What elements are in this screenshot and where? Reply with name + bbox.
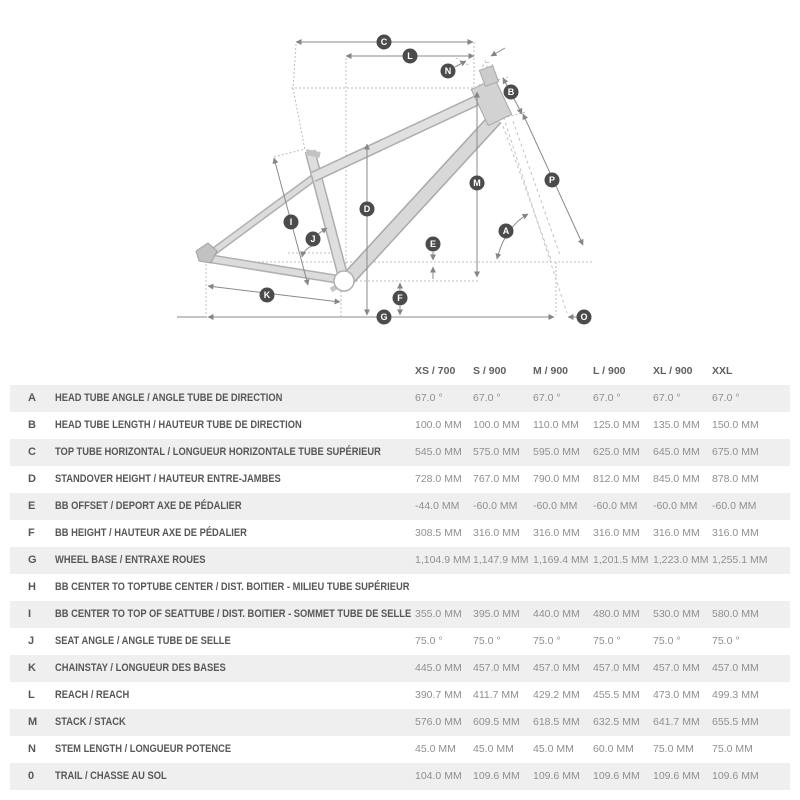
row-value: 445.0 MM [415,662,462,674]
svg-text:J: J [310,234,316,245]
row-value: 135.0 MM [653,419,700,431]
row-value: 67.0 ° [415,392,443,404]
column-header: XL / 900 [653,365,693,377]
row-value: 67.0 ° [712,392,740,404]
table-row [10,709,790,736]
row-value: 1,255.1 MM [712,554,768,566]
label-j [306,232,321,247]
row-value: 1,104.9 MM [415,554,471,566]
table-row [10,574,790,601]
row-value: 1,223.0 MM [653,554,709,566]
row-letter: M [28,716,38,728]
table-row [10,520,790,547]
column-header: XXL [712,365,733,377]
row-value: 457.0 MM [533,662,580,674]
row-value: 411.7 MM [473,689,519,701]
row-value: 316.0 MM [533,527,580,539]
row-label: BB HEIGHT / HAUTEUR AXE DE PÉDALIER [55,527,247,539]
row-value: 576.0 MM [415,716,462,728]
dim-n-arrow [455,61,466,67]
ref-fork-blade-front [513,121,560,255]
ref-seatpost-axis [293,88,305,150]
dim-j-arc [302,246,312,257]
label-g [377,310,392,325]
row-value: 75.0 ° [712,635,740,647]
row-value: 625.0 MM [593,446,640,458]
seat-clamp [306,152,320,155]
row-value: 440.0 MM [533,608,580,620]
table-row [10,736,790,763]
row-value: 67.0 ° [533,392,561,404]
row-value: 545.0 MM [415,446,462,458]
label-i [284,215,299,230]
table-row [10,412,790,439]
row-value: 355.0 MM [415,608,462,620]
row-letter: C [28,446,36,458]
label-k [260,288,275,303]
table-row [10,493,790,520]
row-value: 641.7 MM [653,716,700,728]
row-value: 645.0 MM [653,446,700,458]
row-label: REACH / REACH [55,689,130,701]
row-value: 655.5 MM [712,716,759,728]
row-value: 316.0 MM [473,527,520,539]
row-value: 67.0 ° [473,392,501,404]
row-letter: G [28,554,37,566]
row-letter: 0 [28,770,35,782]
row-value: 473.0 MM [653,689,700,701]
row-label: CHAINSTAY / LONGUEUR DES BASES [55,662,226,674]
row-value: 595.0 MM [533,446,580,458]
row-value: 530.0 MM [653,608,700,620]
row-value: 109.6 MM [653,770,700,782]
svg-text:L: L [407,51,413,62]
label-o [577,310,592,325]
row-value: 316.0 MM [712,527,759,539]
row-value: -60.0 MM [593,500,638,512]
row-value: 480.0 MM [593,608,640,620]
table-row [10,682,790,709]
row-value: 75.0 ° [533,635,561,647]
row-value: 109.6 MM [533,770,580,782]
label-e [426,237,441,252]
row-value: 45.0 MM [415,743,456,755]
reference-lines [206,42,592,316]
label-c [377,35,392,50]
table-row [10,655,790,682]
row-value: 812.0 MM [593,473,640,485]
column-header: L / 900 [593,365,626,377]
row-value: 109.6 MM [473,770,520,782]
label-p [545,173,560,188]
svg-text:F: F [397,293,403,304]
row-letter: N [28,743,36,755]
table-row [10,601,790,628]
row-value: 60.0 MM [593,743,634,755]
row-value: 429.2 MM [533,689,580,701]
row-label: BB CENTER TO TOP OF SEATTUBE / DIST. BOITIER - SOMMET TUBE DE SELLE [55,608,412,620]
row-value: 575.0 MM [473,446,520,458]
row-value: 395.0 MM [473,608,520,620]
row-value: 1,169.4 MM [533,554,589,566]
label-d [360,202,375,217]
row-label: STACK / STACK [55,716,126,728]
row-value: 125.0 MM [593,419,640,431]
table-row [10,439,790,466]
row-letter: H [28,581,36,593]
row-value: -44.0 MM [415,500,460,512]
row-value: 457.0 MM [473,662,520,674]
row-label: SEAT ANGLE / ANGLE TUBE DE SELLE [55,635,231,647]
column-header: XS / 700 [415,365,456,377]
row-label: BB CENTER TO TOPTUBE CENTER / DIST. BOITIER - MILIEU TUBE SUPÉRIEUR [55,581,410,593]
seat-stay [209,176,316,255]
row-letter: J [28,635,35,647]
label-a [499,224,514,239]
row-value: 308.5 MM [415,527,462,539]
label-b [504,85,519,100]
row-letter: D [28,473,36,485]
row-value: 109.6 MM [593,770,640,782]
table-row [10,547,790,574]
cable-guide-mark [451,124,459,130]
row-value: 67.0 ° [593,392,621,404]
row-value: 845.0 MM [653,473,700,485]
svg-text:B: B [507,87,515,98]
row-value: 457.0 MM [712,662,759,674]
row-value: 1,147.9 MM [473,554,529,566]
geometry-rows [0,385,800,790]
row-label: STANDOVER HEIGHT / HAUTEUR ENTRE-JAMBES [55,473,281,485]
svg-text:M: M [473,178,481,189]
row-letter: K [28,662,36,674]
row-value: 580.0 MM [712,608,759,620]
row-label: HEAD TUBE ANGLE / ANGLE TUBE DE DIRECTION [55,392,283,404]
row-value: 878.0 MM [712,473,759,485]
row-value: 1,201.5 MM [593,554,649,566]
column-header: M / 900 [533,365,569,377]
row-value: 75.0 MM [712,743,753,755]
row-value: 75.0 ° [473,635,501,647]
svg-text:P: P [548,175,556,186]
row-letter: I [28,608,32,620]
table-row [10,628,790,655]
table-row [10,763,790,790]
svg-text:I: I [289,217,293,228]
row-label: STEM LENGTH / LONGUEUR POTENCE [55,743,232,755]
bottom-bracket [334,271,354,291]
row-value: 75.0 MM [653,743,694,755]
svg-text:C: C [380,37,388,48]
row-value: 316.0 MM [593,527,640,539]
row-value: -60.0 MM [712,500,757,512]
svg-text:K: K [263,290,271,301]
row-letter: F [28,527,35,539]
label-m [470,176,485,191]
row-value: 109.6 MM [712,770,759,782]
row-value: 75.0 ° [593,635,621,647]
table-row [10,385,790,412]
down-tube [348,118,496,279]
stem-pointer-arrow [491,48,505,56]
row-letter: L [28,689,35,701]
row-value: 67.0 ° [653,392,681,404]
row-label: TRAIL / CHASSE AU SOL [55,770,167,782]
svg-text:D: D [363,204,371,215]
svg-text:N: N [444,66,452,77]
geometry-table-header [10,358,790,385]
row-value: 150.0 MM [712,419,759,431]
row-value: 104.0 MM [415,770,462,782]
row-value: -60.0 MM [473,500,518,512]
row-letter: A [28,392,36,404]
dim-i-connector [274,149,305,157]
ref-fork-blade-rear [503,126,551,259]
svg-text:O: O [580,312,588,323]
row-value: 632.5 MM [593,716,640,728]
row-value: 499.3 MM [712,689,759,701]
row-label: BB OFFSET / DEPORT AXE DE PÉDALIER [55,500,242,512]
row-value: 45.0 MM [473,743,514,755]
svg-text:A: A [502,226,510,237]
row-value: 609.5 MM [473,716,520,728]
label-l [403,49,418,64]
label-f [393,291,408,306]
chain-stay [206,258,342,280]
column-header: S / 900 [473,365,507,377]
row-letter: E [28,500,36,512]
row-value: -60.0 MM [653,500,698,512]
row-value: 790.0 MM [533,473,580,485]
row-value: 75.0 ° [415,635,443,647]
row-value: 75.0 ° [653,635,681,647]
row-value: 390.7 MM [415,689,462,701]
row-value: 457.0 MM [593,662,640,674]
row-value: 618.5 MM [533,716,580,728]
svg-text:G: G [380,312,388,323]
svg-text:E: E [429,239,437,250]
row-value: 728.0 MM [415,473,462,485]
bike-geometry-diagram [0,0,800,355]
row-value: 100.0 MM [473,419,520,431]
table-row [10,466,790,493]
row-value: 455.5 MM [593,689,640,701]
row-label: HEAD TUBE LENGTH / HAUTEUR TUBE DE DIRECTION [55,419,302,431]
row-label: TOP TUBE HORIZONTAL / LONGUEUR HORIZONTALE TUBE SUPÉRIEUR [55,446,381,458]
row-label: WHEEL BASE / ENTRAXE ROUES [55,554,206,566]
row-value: 675.0 MM [712,446,759,458]
row-value: -60.0 MM [533,500,578,512]
bike-frame [196,66,512,291]
row-value: 457.0 MM [653,662,700,674]
ref-seatpost-drop [293,44,296,88]
geometry-table [0,358,800,790]
label-n [441,64,456,79]
row-value: 767.0 MM [473,473,520,485]
row-value: 100.0 MM [415,419,462,431]
row-value: 45.0 MM [533,743,574,755]
row-value: 316.0 MM [653,527,700,539]
row-value: 110.0 MM [533,419,579,431]
row-letter: B [28,419,36,431]
